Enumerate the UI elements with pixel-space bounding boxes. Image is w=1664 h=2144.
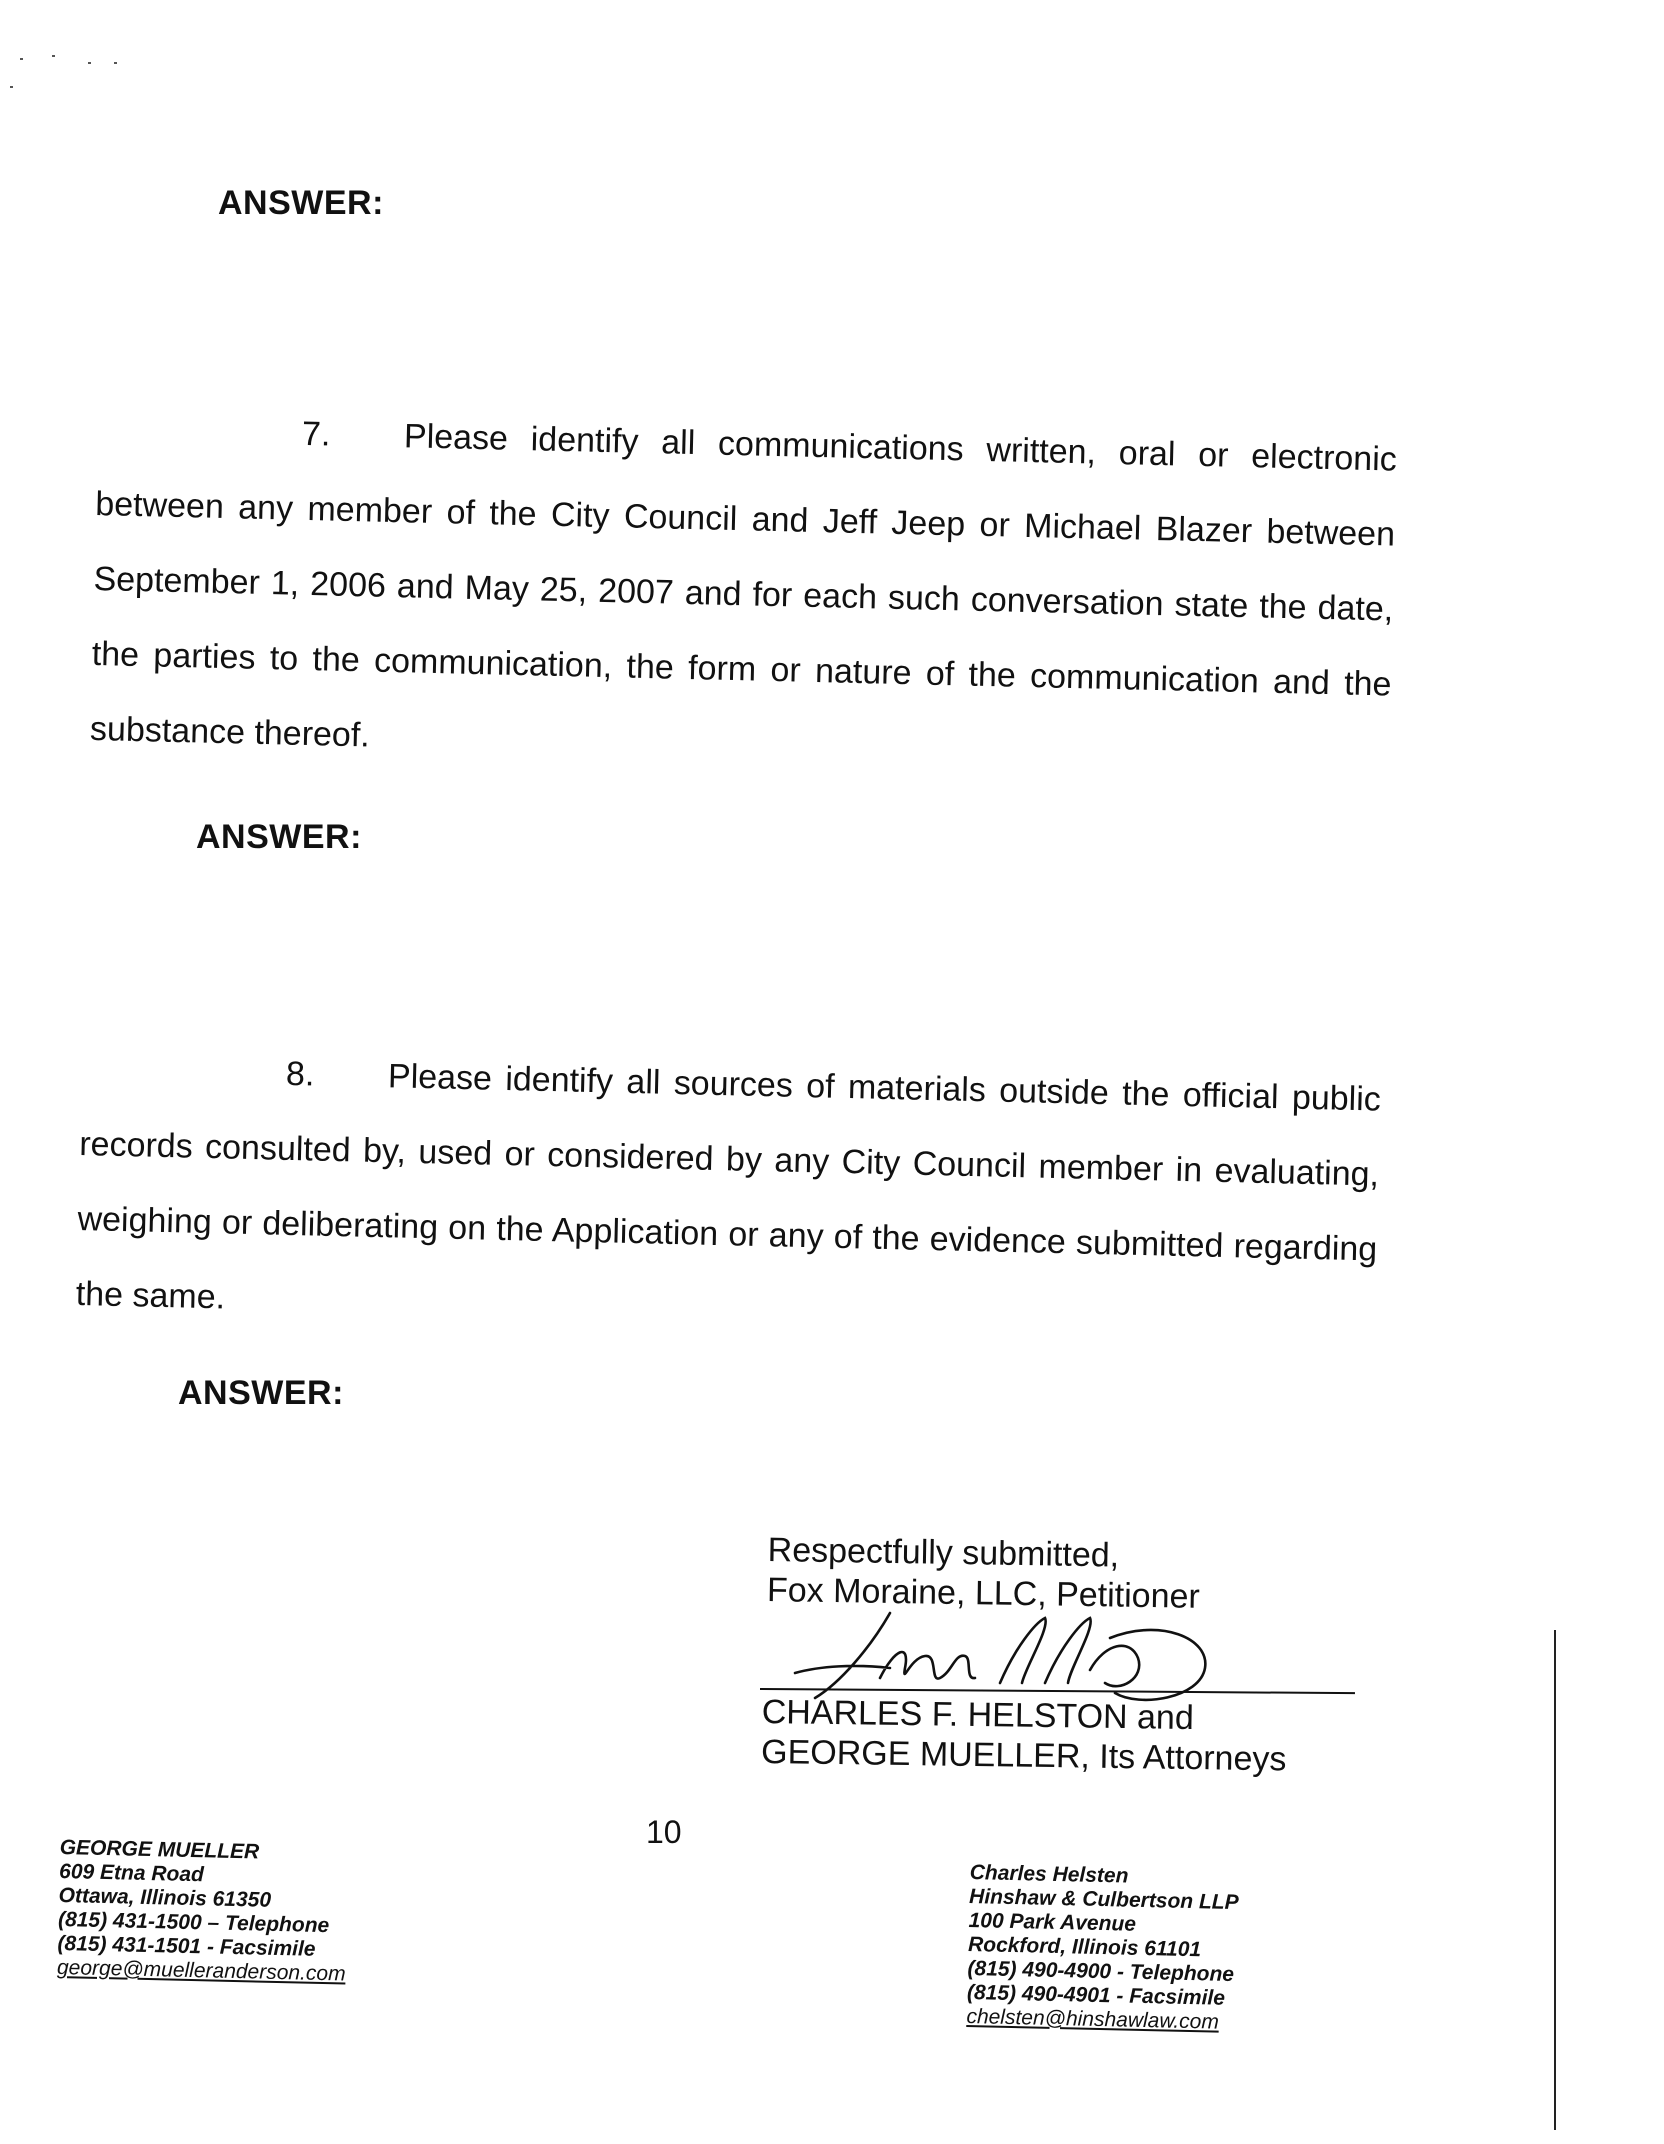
address-city: Ottawa, Illinois 61350 bbox=[58, 1883, 272, 1912]
address-name: Charles Helsten bbox=[969, 1861, 1129, 1888]
address-block-mueller bbox=[57, 1836, 349, 1987]
party-line: Fox Moraine, LLC, Petitioner bbox=[766, 1570, 1201, 1616]
address-fax: (815) 431-1501 - Facsimile bbox=[57, 1931, 316, 1961]
address-firm: Hinshaw & Culbertson LLP bbox=[968, 1884, 1239, 1915]
attorney-line-1: CHARLES F. HELSTON and bbox=[761, 1692, 1195, 1738]
scan-edge-line bbox=[1554, 1630, 1556, 2130]
closing-line: Respectfully submitted, bbox=[767, 1530, 1120, 1575]
interrogatory-7 bbox=[89, 392, 1397, 798]
interrogatory-number: 7. bbox=[301, 414, 331, 454]
attorney-line-2: GEORGE MUELLER, Its Attorneys bbox=[760, 1732, 1287, 1779]
address-street: 609 Etna Road bbox=[58, 1859, 205, 1887]
address-email-link[interactable]: chelsten@hinshawlaw.com bbox=[966, 2004, 1220, 2034]
address-phone: (815) 490-4900 - Telephone bbox=[967, 1956, 1235, 1987]
scan-speck bbox=[88, 62, 91, 64]
address-street: 100 Park Avenue bbox=[968, 1908, 1137, 1936]
scan-speck bbox=[20, 58, 23, 60]
answer-heading: ANSWER: bbox=[196, 818, 362, 856]
interrogatory-text: Please identify all sources of materials outside the official public records consulted by, used or considered by any City Council member in evaluating, weighing or deliberating on the Application or any of the evidence submitted regarding the same. bbox=[75, 1057, 1382, 1317]
address-phone: (815) 431-1500 – Telephone bbox=[57, 1907, 330, 1938]
attorneys-block bbox=[761, 1692, 1287, 1779]
page-number: 10 bbox=[646, 1814, 682, 1850]
answer-heading: ANSWER: bbox=[218, 184, 384, 222]
address-name: GEORGE MUELLER bbox=[59, 1836, 260, 1864]
address-email-link[interactable]: george@muelleranderson.com bbox=[56, 1955, 346, 1986]
address-block-helsten bbox=[966, 1861, 1239, 2035]
scan-speck bbox=[52, 55, 55, 57]
interrogatory-8 bbox=[75, 1032, 1382, 1363]
interrogatory-text: Please identify all communications written, oral or electronic between any member of the City Council and Jeff Jeep or Michael Blazer between September 1, 2006 and May 25, 2007 and for each such conversation state the date, the parties to the communication, the form or nature of the communication and the substance thereof. bbox=[89, 417, 1398, 755]
scan-speck bbox=[10, 86, 13, 88]
scan-speck bbox=[114, 62, 117, 64]
address-fax: (815) 490-4901 - Facsimile bbox=[966, 1980, 1226, 2010]
address-city: Rockford, Illinois 61101 bbox=[967, 1932, 1202, 1962]
answer-heading: ANSWER: bbox=[178, 1374, 344, 1412]
interrogatory-number: 8. bbox=[285, 1054, 315, 1094]
